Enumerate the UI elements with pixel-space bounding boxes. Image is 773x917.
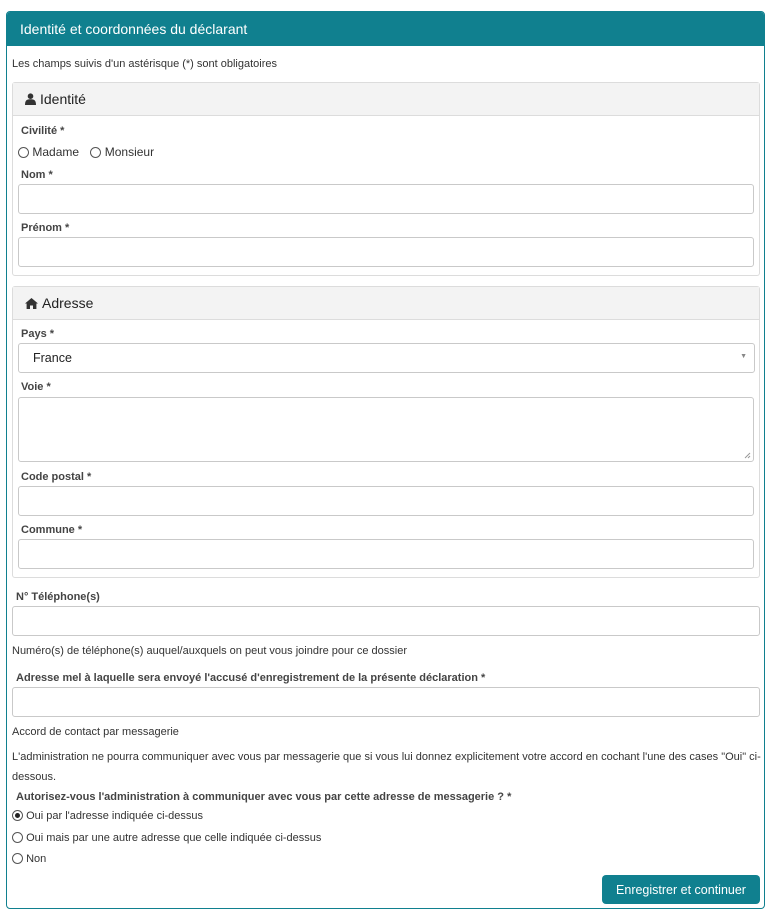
voie-textarea[interactable]	[18, 397, 754, 462]
consent-radio-autre[interactable]	[12, 832, 23, 843]
voie-label: Voie *	[21, 381, 51, 393]
home-icon	[25, 298, 38, 309]
identity-section	[12, 82, 760, 276]
consent-option-autre[interactable]	[12, 832, 321, 844]
prenom-input[interactable]	[18, 237, 754, 267]
chevron-down-icon: ▼	[740, 353, 747, 360]
nom-label: Nom *	[21, 169, 53, 181]
consent-radio-oui[interactable]	[12, 810, 23, 821]
radio-madame[interactable]	[18, 145, 79, 159]
email-input[interactable]	[12, 687, 760, 717]
declarant-panel	[6, 11, 765, 909]
consent-option-oui-label[interactable]: Oui par l'adresse indiquée ci-dessus	[26, 810, 204, 822]
required-fields-note: Les champs suivis d'un astérisque (*) sont obligatoires	[12, 58, 278, 70]
nom-input[interactable]	[18, 184, 754, 214]
pays-label: Pays *	[21, 328, 55, 340]
address-section	[12, 286, 760, 578]
pays-select[interactable]	[18, 343, 755, 373]
radio-monsieur-circle[interactable]	[90, 147, 101, 158]
consent-radio-non[interactable]	[12, 853, 23, 864]
prenom-label: Prénom *	[21, 222, 70, 234]
address-header	[13, 287, 759, 320]
consent-text: L'administration ne pourra communiquer avec vous par messagerie que si vous lui donnez explicitement votre accord en cochant l'une des cases "Oui" ci-dessous.	[12, 751, 761, 783]
civility-label: Civilité *	[21, 125, 65, 137]
consent-question: Autorisez-vous l'administration à communiquer avec vous par cette adresse de messagerie ? *	[16, 791, 512, 803]
radio-madame-circle[interactable]	[18, 147, 29, 158]
panel-title: Identité et coordonnées du déclarant	[7, 12, 764, 46]
consent-option-oui[interactable]	[12, 810, 203, 822]
code-postal-input[interactable]	[18, 486, 754, 516]
consent-option-autre-label[interactable]: Oui mais par une autre adresse que celle indiquée ci-dessus	[26, 832, 322, 844]
user-icon	[25, 93, 36, 105]
email-label: Adresse mel à laquelle sera envoyé l'accusé d'enregistrement de la présente déclaration *	[16, 672, 486, 684]
identity-title: Identité	[40, 91, 86, 107]
phone-input[interactable]	[12, 606, 760, 636]
civility-radio-group	[18, 145, 154, 159]
radio-monsieur-label[interactable]: Monsieur	[104, 145, 155, 159]
consent-option-non-label[interactable]: Non	[26, 853, 47, 865]
radio-madame-label[interactable]: Madame	[32, 145, 80, 159]
identity-header	[13, 83, 759, 116]
commune-label: Commune *	[21, 524, 83, 536]
code-postal-label: Code postal *	[21, 471, 92, 483]
pays-select-value: France	[33, 351, 72, 365]
commune-input[interactable]	[18, 539, 754, 569]
phone-help-text: Numéro(s) de téléphone(s) auquel/auxquels on peut vous joindre pour ce dossier	[12, 645, 408, 657]
address-title: Adresse	[42, 295, 94, 311]
consent-title: Accord de contact par messagerie	[12, 726, 179, 738]
save-continue-button[interactable]: Enregistrer et continuer	[602, 875, 760, 904]
phone-label: N° Téléphone(s)	[16, 591, 100, 603]
radio-monsieur[interactable]	[90, 145, 154, 159]
resize-handle-icon[interactable]	[744, 452, 751, 459]
consent-option-non[interactable]	[12, 853, 46, 865]
